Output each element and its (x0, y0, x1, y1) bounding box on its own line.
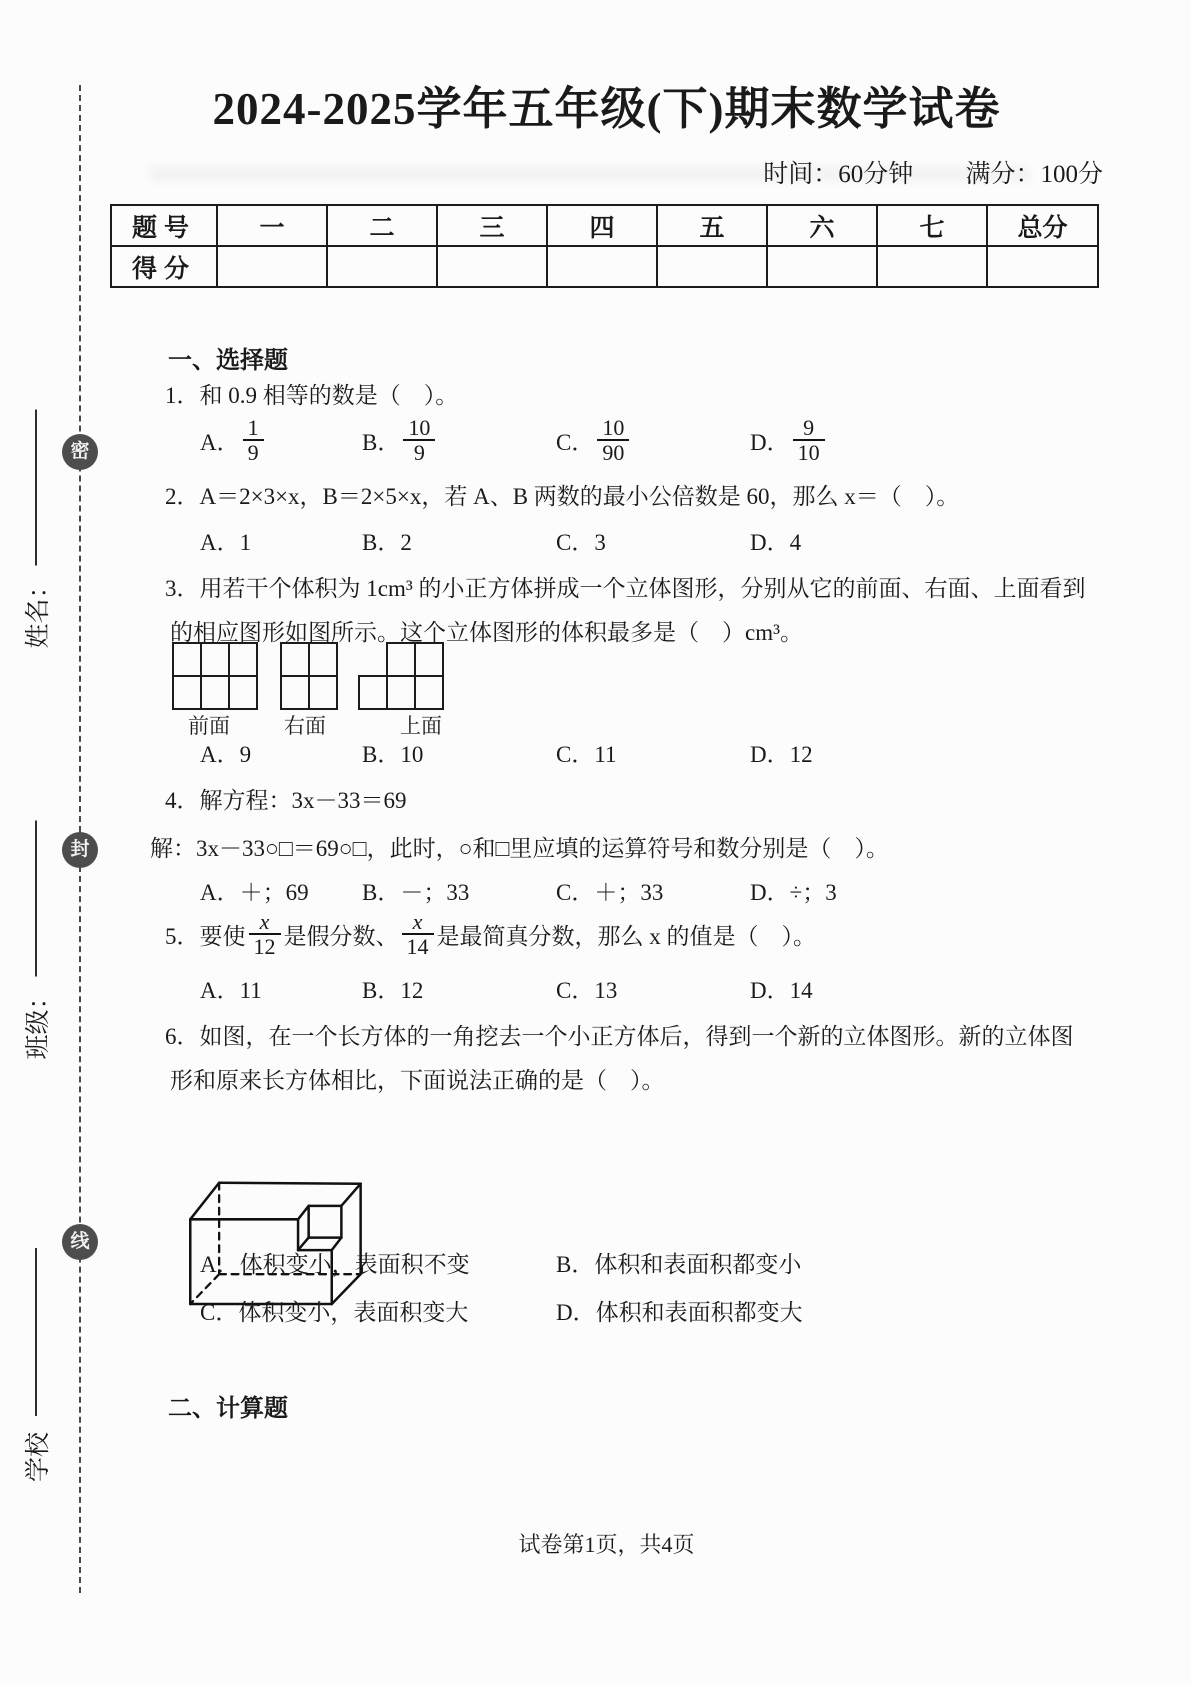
q2-option-c: C．3 (556, 530, 606, 555)
seal-stamp-mi: 密 (62, 434, 98, 470)
name-blank-line (35, 409, 37, 565)
name-field (18, 409, 54, 648)
score-table (110, 204, 1099, 288)
header-cell-6: 六 (767, 205, 877, 246)
q1-option-c: C． $\frac{10}{90}$ (556, 416, 750, 464)
score-cell (767, 246, 877, 287)
q4-option-a: A．＋；69 (200, 880, 309, 905)
q1-option-d: D． $\frac{9}{10}$ (750, 416, 1105, 464)
score-cell (877, 246, 987, 287)
class-blank-line (35, 820, 37, 976)
header-cell-7: 七 (877, 205, 987, 246)
q6-option-c: C．体积变小，表面积变大 (200, 1300, 469, 1325)
score-cell (217, 246, 327, 287)
seal-stamp-feng: 封 (62, 832, 98, 868)
top-view-grid (358, 642, 444, 710)
right-view-label: 右面 (284, 714, 326, 738)
q1-stem: 1．和 0.9 相等的数是（ ）。 (165, 383, 459, 408)
class-field (18, 820, 54, 1059)
header-cell-2: 二 (327, 205, 437, 246)
score-table-header-row (111, 205, 1098, 246)
score-cell (327, 246, 437, 287)
header-cell-3: 三 (437, 205, 547, 246)
q4-option-c: C．＋；33 (556, 880, 664, 905)
seal-stamp-xian: 线 (62, 1224, 98, 1260)
q4-stem: 4．解方程：3x－33＝69 (165, 788, 407, 813)
header-cell-1: 一 (217, 205, 327, 246)
q6-stem-line2: 形和原来长方体相比，下面说法正确的是（ ）。 (170, 1068, 665, 1093)
full-score: 满分：100分 (965, 161, 1103, 188)
time-limit: 时间：60分钟 (763, 161, 914, 188)
q5-fraction-2: $\frac{x}{14}$ (402, 910, 434, 958)
class-label: 班级： (25, 984, 52, 1060)
q3-stem-line1: 3．用若干个体积为 1cm³ 的小正方体拼成一个立体图形，分别从它的前面、右面、上面看到 (165, 576, 1086, 601)
q4-option-b: B．－；33 (362, 880, 470, 905)
section-one-title: 一、选择题 (168, 348, 288, 374)
q3-option-d: D．12 (750, 742, 813, 767)
q6-options-row2 (160, 1294, 1105, 1327)
exam-meta (110, 154, 1103, 190)
header-cell-tihao: 题号 (111, 205, 217, 246)
q5-options (160, 972, 1105, 1005)
q2-option-a: A．1 (200, 530, 252, 555)
score-row-label: 得分 (111, 246, 217, 287)
q6-options-row1 (160, 1246, 1105, 1279)
school-field (18, 1248, 54, 1482)
page-title: 2024-2025学年五年级(下)期末数学试卷 (212, 84, 1001, 134)
score-cell (987, 246, 1098, 287)
front-view-grid (172, 642, 258, 710)
q3-stem-line2: 的相应图形如图所示。这个立体图形的体积最多是（ ）cm³。 (170, 620, 803, 645)
score-table-score-row (111, 246, 1098, 287)
section-two-title: 二、计算题 (168, 1396, 288, 1422)
q2-option-d: D．4 (750, 530, 802, 555)
q5-stem: 5．要使 $\frac{x}{12}$ 是假分数、 $\frac{x}{14}$ 是最简真分数，那么 x 的值是（ ）。 (165, 908, 816, 959)
q1-option-b: B． $\frac{10}{9}$ (362, 416, 556, 464)
school-label: 学校 (25, 1431, 52, 1483)
q6-option-b: B．体积和表面积都变小 (556, 1252, 802, 1277)
q6-option-d: D．体积和表面积都变大 (556, 1300, 803, 1325)
q2-option-b: B．2 (362, 530, 412, 555)
page-footer: 试卷第1页，共4页 (518, 1532, 695, 1557)
q1-option-a: A． $\frac{1}{9}$ (200, 416, 362, 464)
header-cell-4: 四 (547, 205, 657, 246)
q3-option-a: A．9 (200, 742, 252, 767)
q2-stem: 2．A＝2×3×x，B＝2×5×x，若 A、B 两数的最小公倍数是 60，那么 x＝（ ）。 (165, 484, 960, 509)
q1-options (160, 408, 1105, 472)
score-cell (437, 246, 547, 287)
header-cell-5: 五 (657, 205, 767, 246)
q5-option-a: A．11 (200, 978, 262, 1003)
q2-options (160, 524, 1105, 557)
school-blank-line (35, 1248, 37, 1416)
q5-option-b: B．12 (362, 978, 424, 1003)
q4-solution-line: 解：3x－33○□＝69○□，此时，○和□里应填的运算符号和数分别是（ ）。 (150, 836, 889, 861)
q4-options (160, 874, 1105, 907)
q3-option-c: C．11 (556, 742, 617, 767)
name-label: 姓名： (25, 573, 52, 649)
q5-option-c: C．13 (556, 978, 618, 1003)
q3-options (160, 736, 1105, 769)
header-cell-total: 总分 (987, 205, 1098, 246)
q6-stem-line1: 6．如图，在一个长方体的一角挖去一个小正方体后，得到一个新的立体图形。新的立体图 (165, 1024, 1074, 1049)
score-cell (547, 246, 657, 287)
score-cell (657, 246, 767, 287)
front-view-label: 前面 (188, 714, 230, 738)
top-view-label: 上面 (400, 714, 442, 738)
right-view-grid (280, 642, 338, 710)
q5-option-d: D．14 (750, 978, 813, 1003)
q4-option-d: D．÷；3 (750, 880, 837, 905)
q3-option-b: B．10 (362, 742, 424, 767)
q5-fraction-1: $\frac{x}{12}$ (249, 910, 281, 958)
q6-option-a: A．体积变小，表面积不变 (200, 1252, 470, 1277)
